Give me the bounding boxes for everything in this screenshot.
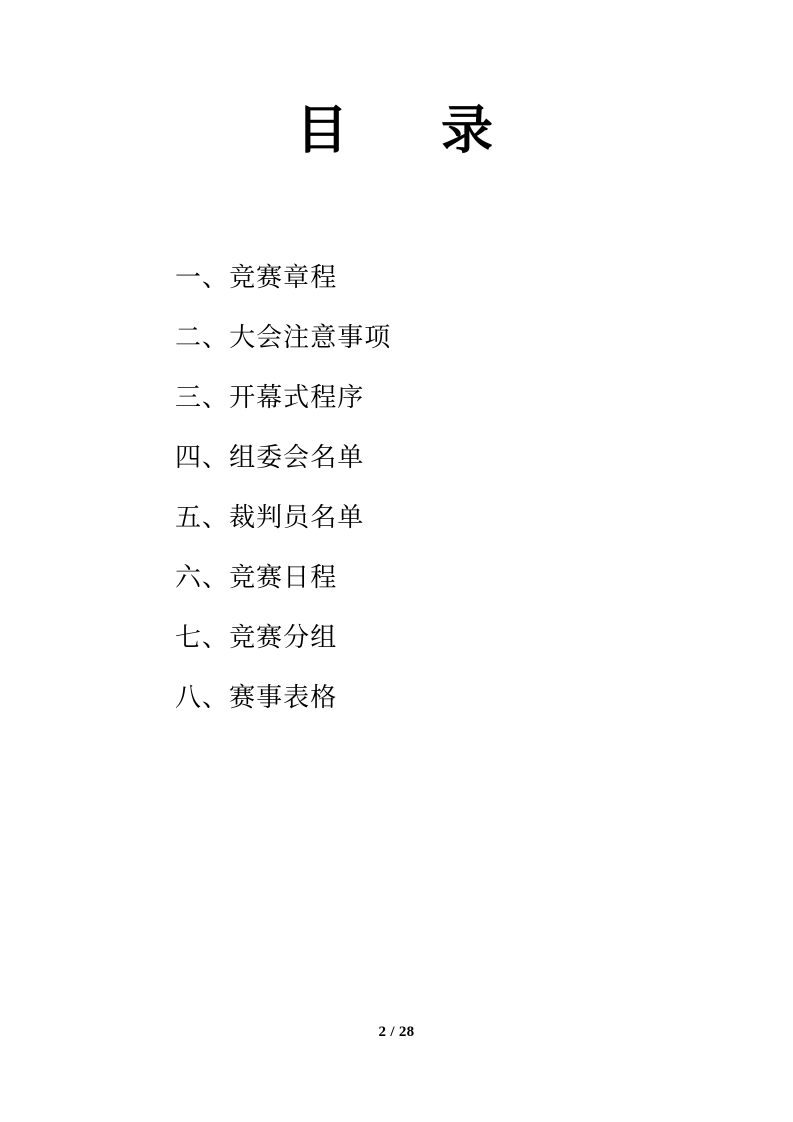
toc-entry-5[interactable]: 五、裁判员名单 [175, 503, 365, 533]
toc-entry-2[interactable]: 二、大会注意事项 [175, 323, 392, 353]
page-title: 目 录 [295, 100, 498, 161]
toc-entry-1[interactable]: 一、竞赛章程 [175, 263, 338, 293]
page-number-footer: 2 / 28 [378, 1024, 415, 1040]
toc-entry-7[interactable]: 七、竞赛分组 [175, 623, 338, 653]
toc-entry-4[interactable]: 四、组委会名单 [175, 443, 365, 473]
toc-entry-6[interactable]: 六、竞赛日程 [175, 563, 338, 593]
toc-entry-3[interactable]: 三、开幕式程序 [175, 383, 365, 413]
table-of-contents [175, 248, 695, 728]
toc-entry-8[interactable]: 八、赛事表格 [175, 683, 338, 713]
